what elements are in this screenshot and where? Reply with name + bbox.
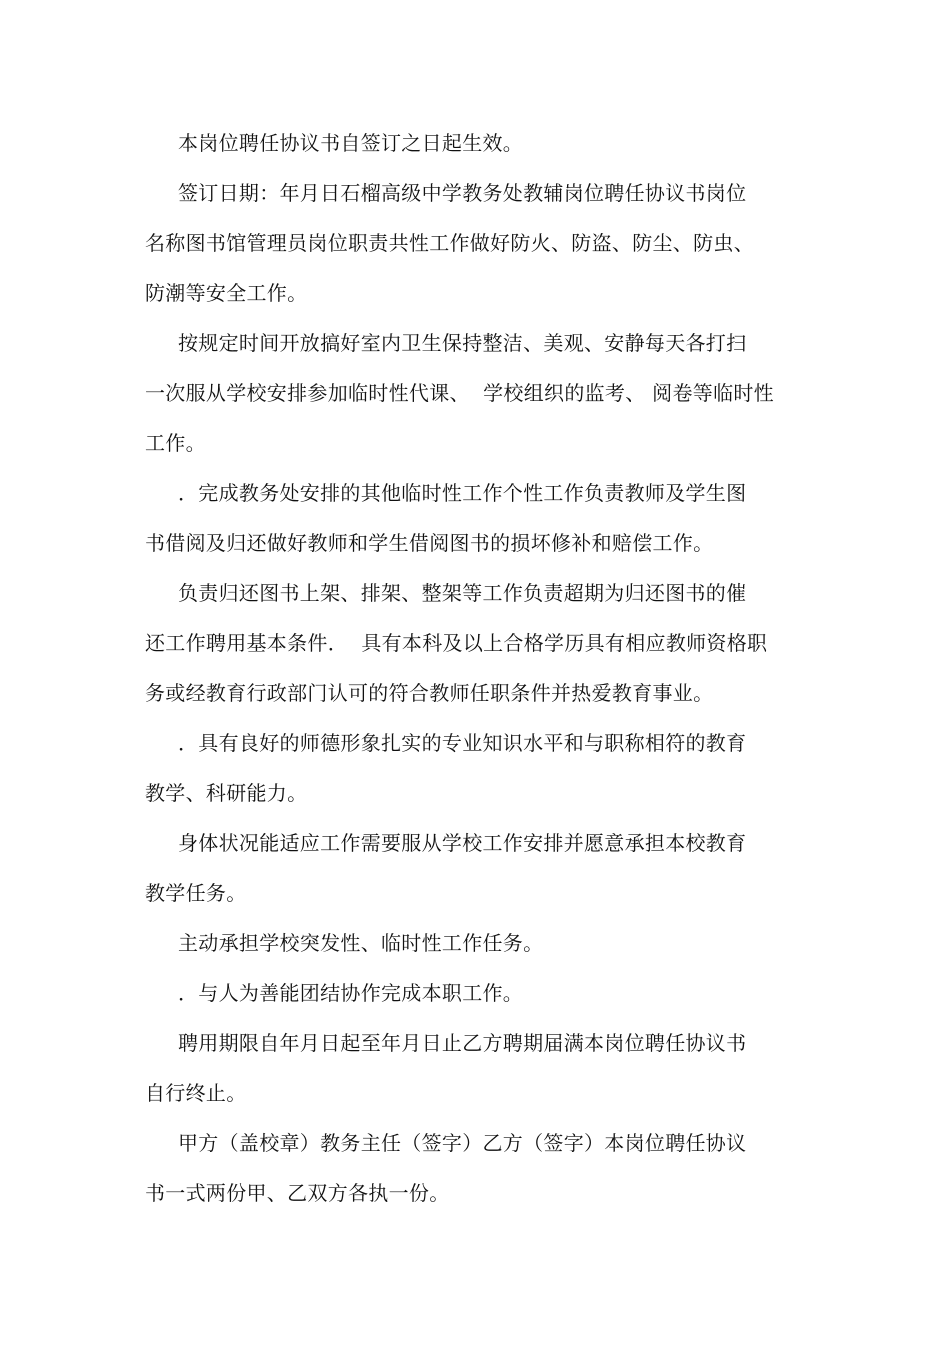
text-line: ．具有良好的师德形象扎实的专业知识水平和与职称相符的教育 [178, 731, 747, 755]
text-line: 书借阅及归还做好教师和学生借阅图书的损坏修补和赔偿工作。 [145, 531, 714, 555]
text-line: ．完成教务处安排的其他临时性工作个性工作负责教师及学生图 [178, 481, 747, 505]
text-line: ．与人为善能团结协作完成本职工作。 [178, 981, 524, 1005]
text-line: 一次服从学校安排参加临时性代课、 学校组织的监考、 阅卷等临时性 [145, 381, 774, 405]
text-line: 教学任务。 [145, 881, 247, 905]
text-line: 主动承担学校突发性、临时性工作任务。 [178, 931, 544, 955]
text-line: 本岗位聘任协议书自签订之日起生效。 [178, 131, 524, 155]
text-line: 教学、科研能力。 [145, 781, 308, 805]
text-line: 书一式两份甲、乙双方各执一份。 [145, 1181, 450, 1205]
text-line: 自行终止。 [145, 1081, 247, 1105]
text-line: 按规定时间开放搞好室内卫生保持整洁、美观、安静每天各打扫 [178, 331, 747, 355]
text-line: 聘用期限自年月日起至年月日止乙方聘期届满本岗位聘任协议书 [178, 1031, 747, 1055]
text-line: 防潮等安全工作。 [145, 281, 308, 305]
text-line: 名称图书馆管理员岗位职责共性工作做好防火、防盗、防尘、防虫、 [145, 231, 754, 255]
text-line: 还工作聘用基本条件． 具有本科及以上合格学历具有相应教师资格职 [145, 631, 768, 655]
text-line: 工作。 [145, 431, 206, 455]
text-line: 签订日期：年月日石榴高级中学教务处教辅岗位聘任协议书岗位 [178, 181, 747, 205]
text-line: 负责归还图书上架、排架、整架等工作负责超期为归还图书的催 [178, 581, 747, 605]
text-line: 甲方（盖校章）教务主任（签字）乙方（签字）本岗位聘任协议 [178, 1131, 747, 1155]
text-line: 务或经教育行政部门认可的符合教师任职条件并热爱教育事业。 [145, 681, 714, 705]
text-line: 身体状况能适应工作需要服从学校工作安排并愿意承担本校教育 [178, 831, 747, 855]
